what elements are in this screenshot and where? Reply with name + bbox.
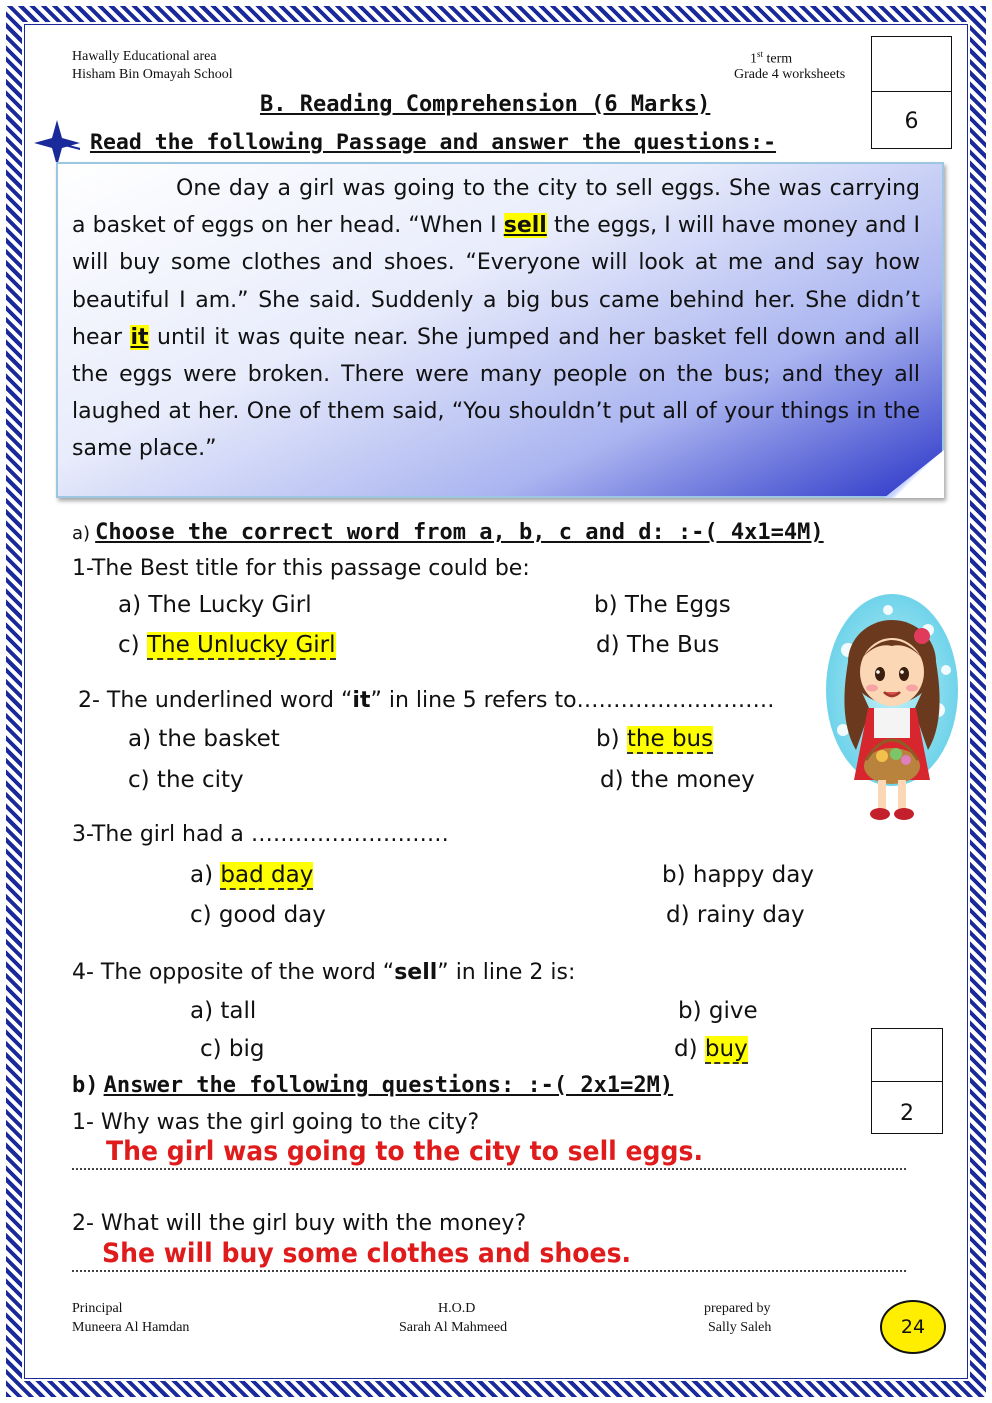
passage-part-1: One day a girl was going to the city to sell eggs. She was carrying a basket of eggs on her head. “When I	[72, 176, 920, 239]
q2-option-b	[596, 726, 713, 752]
passage-word-it: it	[130, 324, 149, 350]
term-label: term	[763, 51, 793, 67]
q4-option-b: b) give	[678, 998, 758, 1024]
header-area: Hawally Educational area	[72, 49, 217, 64]
b-q1-pre: 1- Why was the girl going to	[72, 1110, 390, 1135]
passage-part-2: the eggs, I will have money and I will buy some clothes and shoes. “Everyone will look at me and say how beautiful I am.” She said. Suddenly a big bus came behind her. She didn’t hear	[72, 213, 920, 350]
page-number: 24	[900, 1316, 926, 1338]
q4-option-d	[674, 1036, 748, 1062]
b-answer-2: She will buy some clothes and shoes.	[102, 1238, 632, 1269]
part-a-title: Choose the correct word from a, b, c and d: :-( 4x1=4M)	[95, 520, 824, 545]
footer-prepared-name: Sally Saleh	[708, 1320, 772, 1335]
q3-option-a-label: a)	[190, 862, 221, 888]
q1-option-b: b) The Eggs	[594, 592, 731, 618]
star-icon	[34, 120, 80, 166]
b-answer-line-2	[72, 1270, 906, 1272]
question-1: 1-The Best title for this passage could be:	[72, 556, 530, 581]
footer-prepared-label: prepared by	[704, 1301, 771, 1316]
q4-option-a: a) tall	[190, 998, 257, 1024]
b-q1-small: the	[389, 1112, 421, 1134]
passage-word-sell: sell	[503, 213, 547, 239]
part-b-heading	[72, 1073, 673, 1098]
q2-option-a: a) the basket	[128, 726, 280, 752]
b-q1-post: city?	[420, 1110, 480, 1135]
b-answer-line-1	[72, 1168, 906, 1170]
header-grade: Grade 4 worksheets	[734, 67, 846, 82]
question-3: 3-The girl had a ………………………	[72, 822, 449, 847]
passage-part-3: until it was quite near. She jumped and her basket fell down and all the eggs were broken. There were many people on the bus; and they all laughed at her. One of them said, “You shouldn’t put all of your things in the same place.”	[72, 324, 920, 462]
marks-box-top	[871, 36, 952, 149]
q3-option-d: d) rainy day	[666, 902, 805, 928]
part-b-title: Answer the following questions: :-( 2x1=2M)	[103, 1073, 674, 1098]
footer-hod-label: H.O.D	[438, 1301, 476, 1316]
q4-text-pre: 4- The opposite of the word “	[72, 960, 395, 985]
part-b-letter: b)	[72, 1073, 99, 1098]
term-number: 1	[750, 51, 757, 67]
b-answer-1: The girl was going to the city to sell eggs.	[106, 1136, 704, 1167]
q2-option-d: d) the money	[600, 767, 755, 793]
b-question-1	[72, 1110, 479, 1135]
q2-answer: the bus	[626, 726, 714, 752]
passage-box	[56, 162, 944, 498]
q4-option-d-label: d)	[674, 1036, 705, 1062]
footer-hod-name: Sarah Al Mahmeed	[399, 1320, 508, 1335]
header-school: Hisham Bin Omayah School	[72, 67, 233, 82]
marks-divider-bottom	[872, 1081, 942, 1082]
q3-option-a	[190, 862, 313, 888]
footer-principal-label: Principal	[72, 1301, 123, 1316]
q2-option-c: c) the city	[128, 767, 244, 793]
q4-text-word: sell	[394, 960, 438, 985]
q2-text-word: it	[352, 688, 371, 713]
q2-text-post: ” in line 5 refers to………………………	[370, 688, 775, 713]
term-suffix: st	[757, 49, 764, 59]
marks-value-bottom: 2	[900, 1101, 914, 1126]
page-number-badge	[880, 1300, 946, 1354]
q3-option-c: c) good day	[190, 902, 326, 928]
header-term	[750, 49, 792, 68]
marks-divider	[872, 91, 951, 92]
q3-option-b: b) happy day	[662, 862, 814, 888]
question-2	[78, 688, 775, 713]
q4-answer: buy	[704, 1036, 748, 1062]
q1-option-c	[118, 632, 336, 658]
question-4	[72, 960, 575, 985]
passage-text	[72, 170, 920, 468]
marks-box-bottom	[871, 1028, 943, 1134]
footer-principal-name: Muneera Al Hamdan	[72, 1320, 190, 1335]
q1-answer: The Unlucky Girl	[146, 632, 336, 658]
q3-answer: bad day	[220, 862, 314, 888]
q2-text-pre: 2- The underlined word “	[78, 688, 353, 713]
marks-value: 6	[904, 109, 919, 134]
part-a-heading	[72, 520, 824, 545]
q4-option-c: c) big	[200, 1036, 265, 1062]
q1-option-c-label: c)	[118, 632, 147, 658]
q1-option-a: a) The Lucky Girl	[118, 592, 312, 618]
q1-option-d: d) The Bus	[596, 632, 720, 658]
girl-illustration	[818, 590, 966, 830]
section-title: B. Reading Comprehension (6 Marks)	[260, 92, 711, 117]
b-question-2: 2- What will the girl buy with the money?	[72, 1211, 527, 1236]
instruction: Read the following Passage and answer the questions:-	[90, 130, 777, 155]
q4-text-post: ” in line 2 is:	[437, 960, 576, 985]
part-a-letter: a)	[72, 523, 91, 544]
q2-option-b-label: b)	[596, 726, 627, 752]
